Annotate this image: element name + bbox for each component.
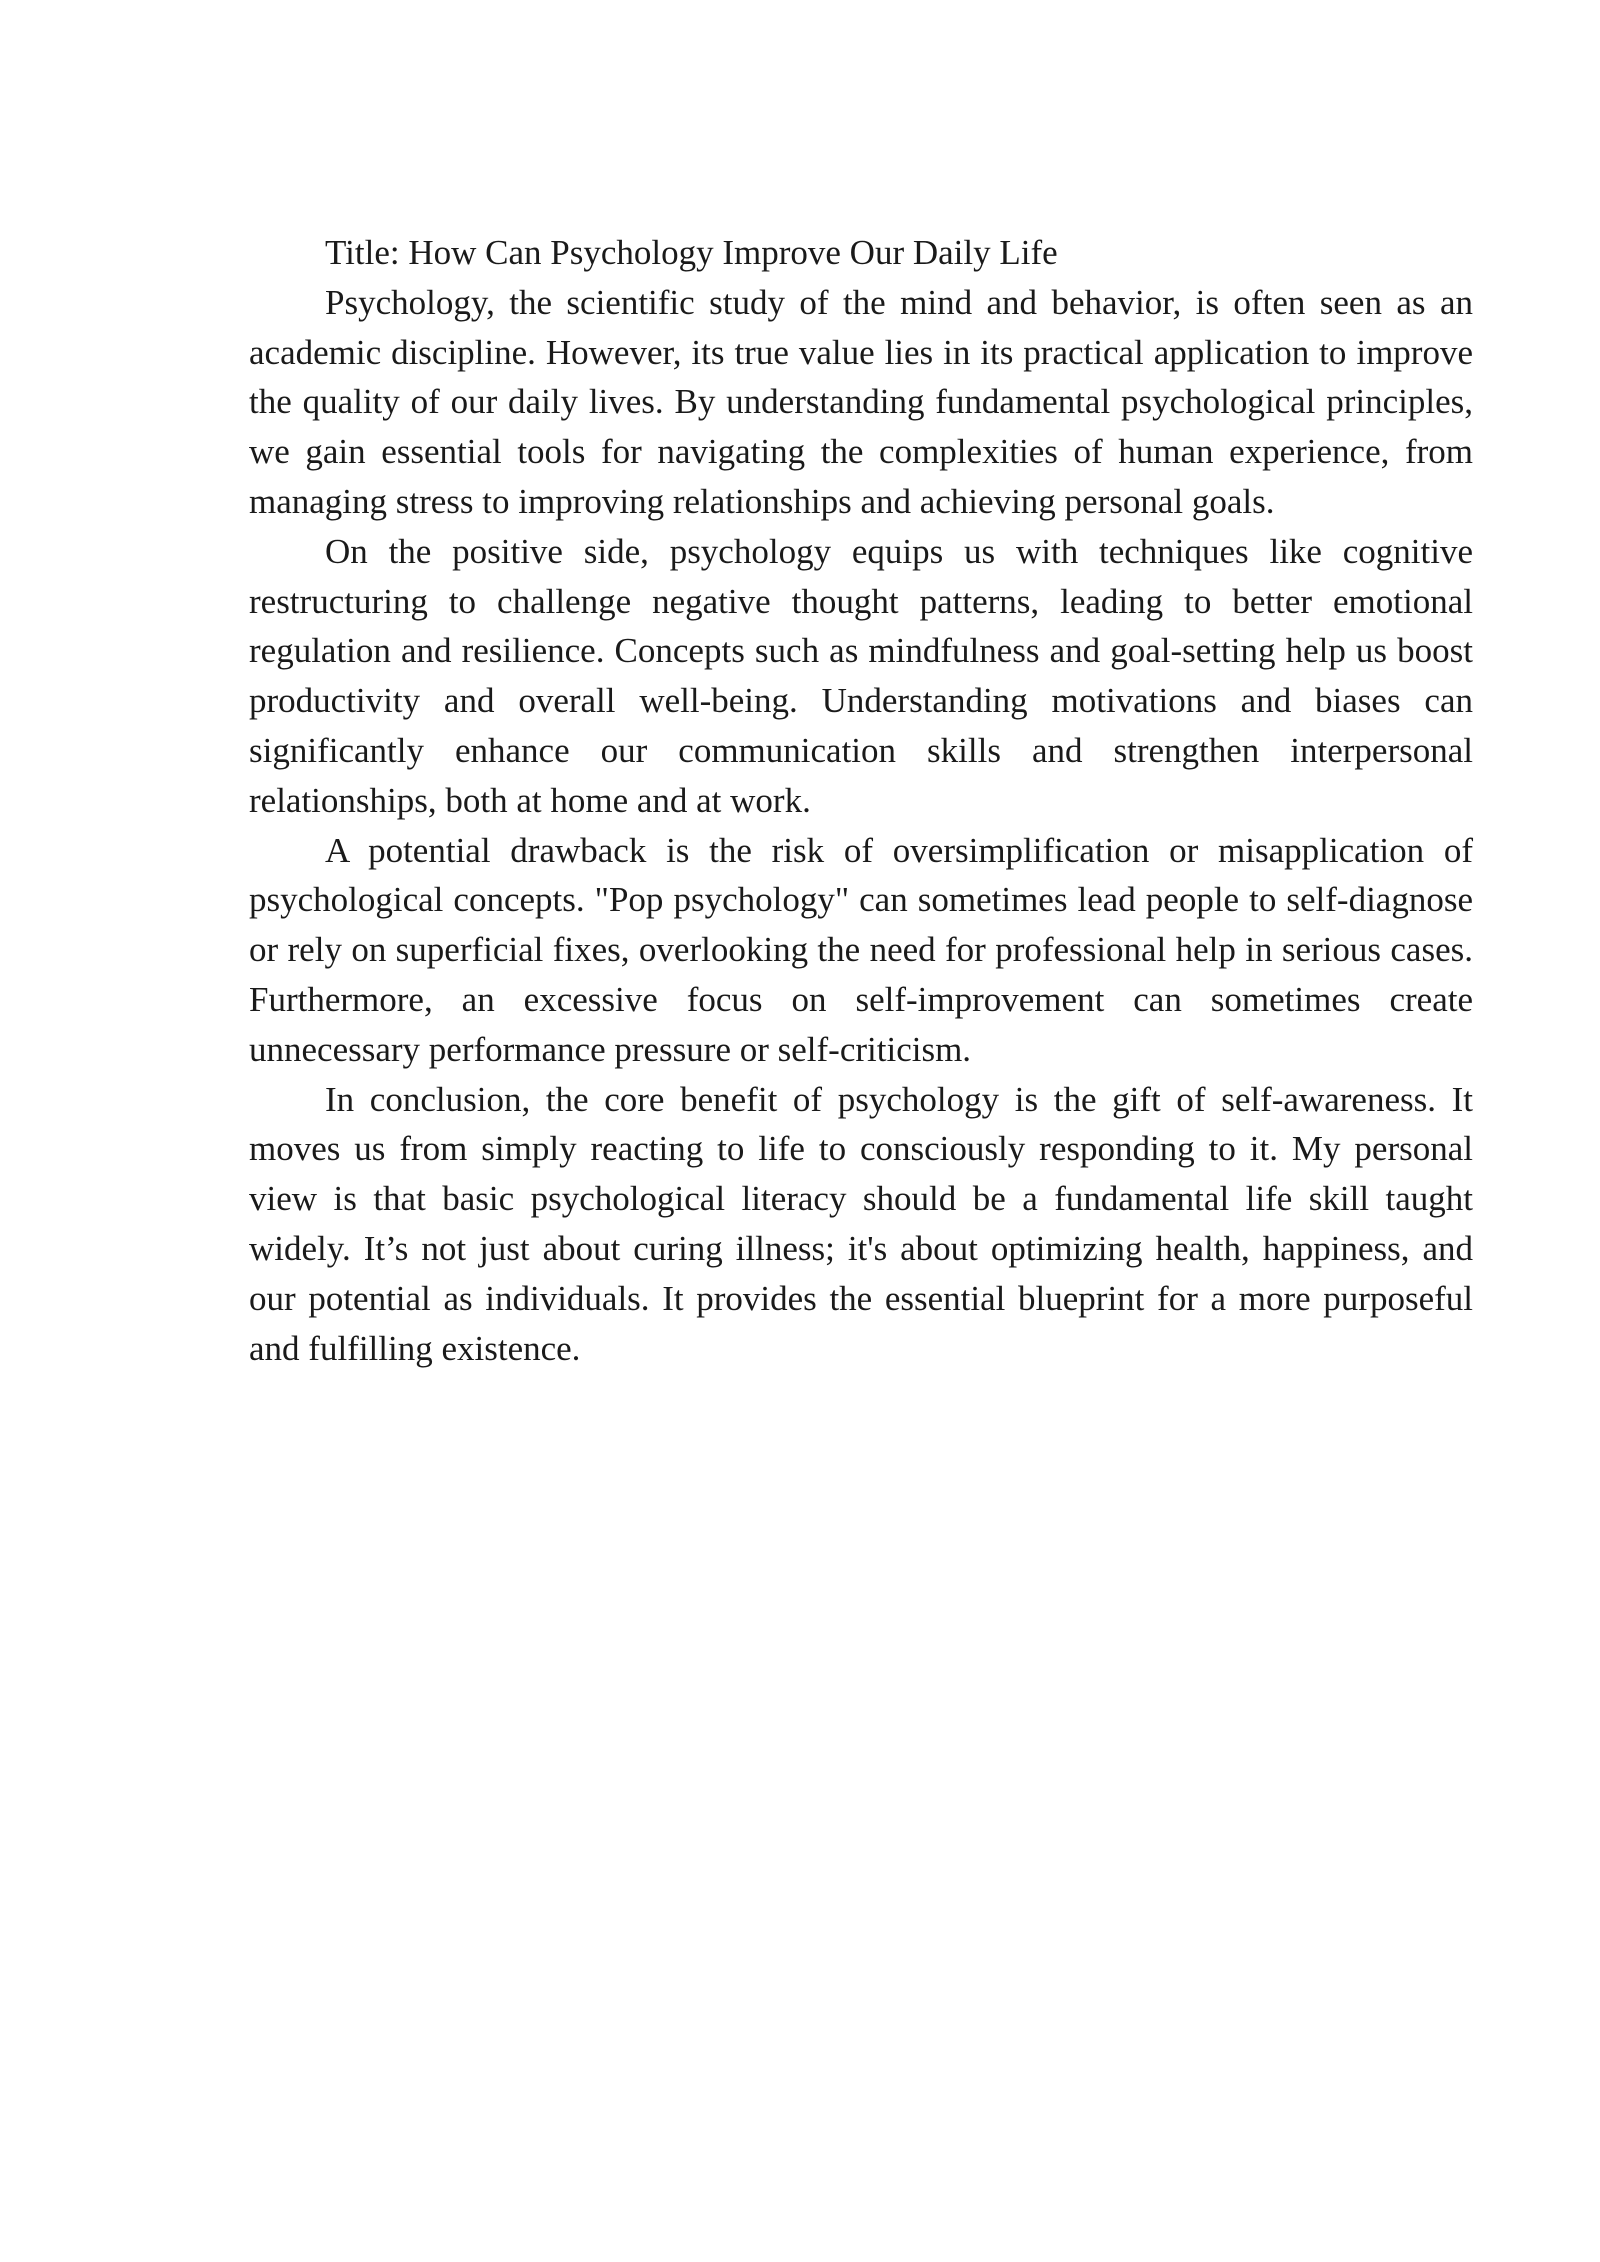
document-body (249, 228, 1473, 1373)
paragraph-introduction: Psychology, the scientific study of the mind and behavior, is often seen as an academic discipline. However, its true value lies in its practical application to improve the quality of our daily lives. By understanding fundamental psychological principles, we gain essential tools for navigating the complexities of human experience, from managing stress to improving relationships and achieving personal goals. (249, 282, 1473, 521)
document-title: Title: How Can Psychology Improve Our Daily Life (325, 233, 1058, 272)
paragraph-drawback: A potential drawback is the risk of oversimplification or misapplication of psychological concepts. "Pop psychology" can sometimes lead people to self-diagnose or rely on superficial fixes, overlooking the need for professional help in serious cases. Furthermore, an excessive focus on self-improvement can sometimes create unnecessary performance pressure or self-criticism. (249, 830, 1473, 1069)
paragraph-conclusion: In conclusion, the core benefit of psychology is the gift of self-awareness. It moves us from simply reacting to life to consciously responding to it. My personal view is that basic psychological literacy should be a fundamental life skill taught widely. It’s not just about curing illness; it's about optimizing health, happiness, and our potential as individuals. It provides the essential blueprint for a more purposeful and fulfilling existence. (249, 1079, 1473, 1368)
paragraph-positive-side: On the positive side, psychology equips us with techniques like cognitive restructuring to challenge negative thought patterns, leading to better emotional regulation and resilience. Concepts such as mindfulness and goal-setting help us boost productivity and overall well-being. Understanding motivations and biases can significantly enhance our communication skills and strengthen interpersonal relationships, both at home and at work. (249, 531, 1473, 820)
